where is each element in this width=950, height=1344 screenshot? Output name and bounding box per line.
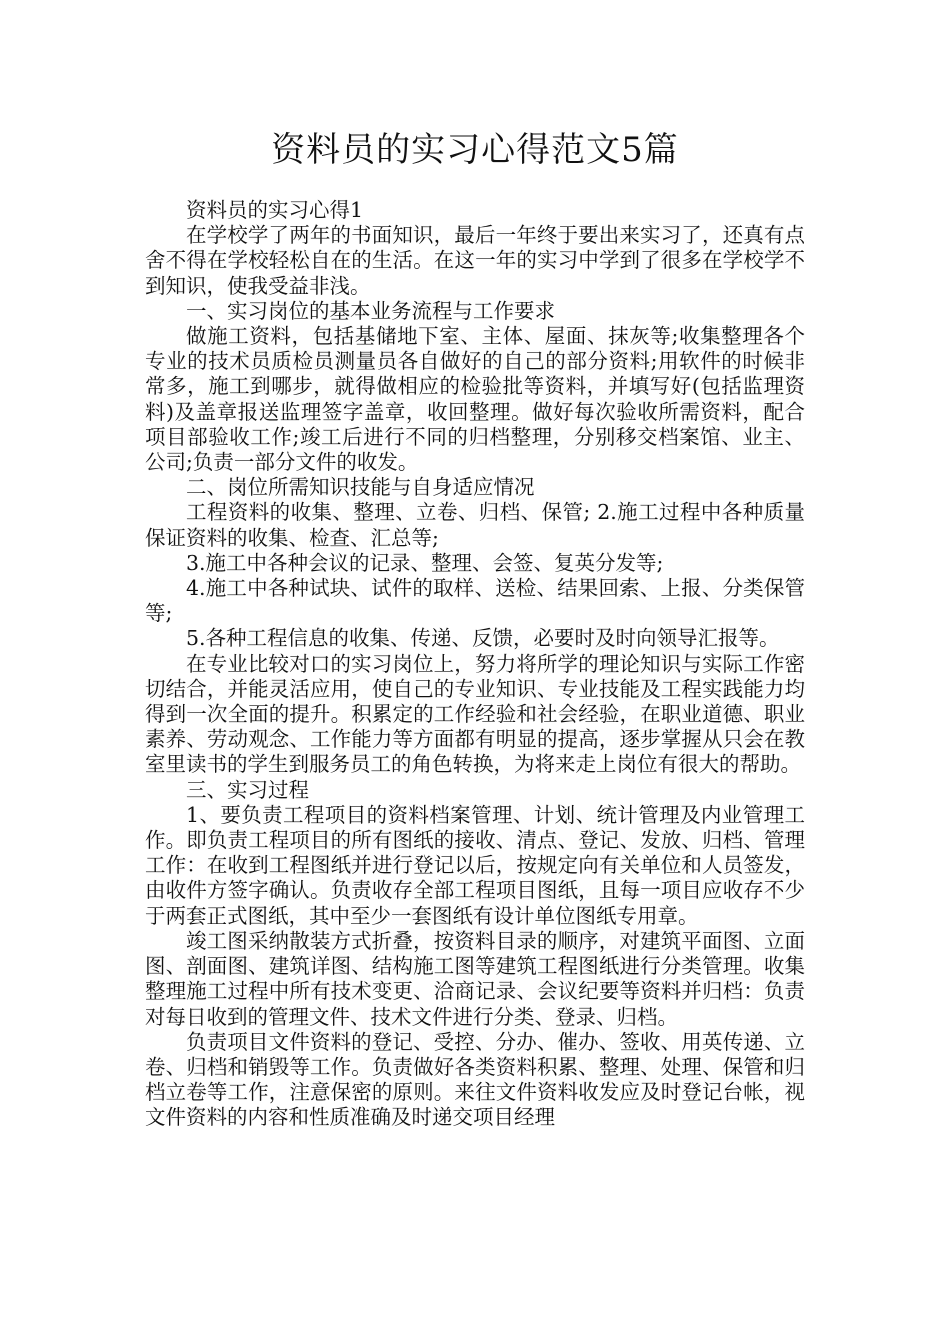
- paragraph: 工程资料的收集、整理、立卷、归档、保管; 2.施工过程中各种质量保证资料的收集、检查、汇总等;: [145, 500, 805, 550]
- section-heading-2: 二、岗位所需知识技能与自身适应情况: [186, 475, 535, 500]
- paragraph: 5.各种工程信息的收集、传递、反馈，必要时及时向领导汇报等。: [186, 626, 780, 651]
- document-title: 资料员的实习心得范文5篇: [271, 130, 679, 170]
- paragraph: 做施工资料，包括基储地下室、主体、屋面、抹灰等;收集整理各个专业的技术员质检员测量员各自做好的自己的部分资料;用软件的时候非常多，施工到哪步，就得做相应的检验批等资料，并填写好(包括监理资料)及盖章报送监理签字盖章，收回整理。做好每次验收所需资料，配合项目部验收工作;竣工后进行不同的归档整理，分别移交档案馆、业主、公司;负责一部分文件的收发。: [145, 324, 805, 475]
- paragraph-heading-1: 资料员的实习心得1: [186, 198, 364, 222]
- paragraph: 4.施工中各种试块、试件的取样、送检、结果回索、上报、分类保管等;: [145, 576, 805, 626]
- paragraph-intro: 在学校学了两年的书面知识，最后一年终于要出来实习了，还真有点舍不得在学校轻松自在的生活。在这一年的实习中学到了很多在学校学不到知识，使我受益非浅。: [145, 223, 805, 298]
- section-heading-1: 一、实习岗位的基本业务流程与工作要求: [186, 298, 555, 323]
- paragraph: 1、要负责工程项目的资料档案管理、计划、统计管理及内业管理工作。即负责工程项目的所有图纸的接收、清点、登记、发放、归档、管理工作：在收到工程图纸并进行登记以后，按规定向有关单位和人员签发，由收件方签字确认。负责收存全部工程项目图纸，且每一项目应收存不少于两套正式图纸，其中至少一套图纸有设计单位图纸专用章。: [145, 802, 805, 928]
- section-heading-3: 三、实习过程: [186, 777, 309, 802]
- document-body: [145, 198, 805, 1131]
- paragraph: 3.施工中各种会议的记录、整理、会签、复英分发等;: [186, 550, 664, 575]
- paragraph: 竣工图采纳散装方式折叠，按资料目录的顺序，对建筑平面图、立面图、剖面图、建筑详图、结构施工图等建筑工程图纸进行分类管理。收集整理施工过程中所有技术变更、洽商记录、会议纪要等资料并归档：负责对每日收到的管理文件、技术文件进行分类、登录、归档。: [145, 928, 805, 1029]
- paragraph: 在专业比较对口的实习岗位上，努力将所学的理论知识与实际工作密切结合，并能灵活应用，使自己的专业知识、专业技能及工程实践能力均得到一次全面的提升。积累定的工作经验和社会经验，在职业道德、职业素养、劳动观念、工作能力等方面都有明显的提高，逐步掌握从只会在教室里读书的学生到服务员工的角色转换，为将来走上岗位有很大的帮助。: [145, 651, 805, 777]
- paragraph: 负责项目文件资料的登记、受控、分办、催办、签收、用英传递、立卷、归档和销毁等工作。负责做好各类资料积累、整理、处理、保管和归档立卷等工作，注意保密的原则。来往文件资料收发应及时登记台帐，视文件资料的内容和性质准确及时递交项目经理: [145, 1029, 805, 1130]
